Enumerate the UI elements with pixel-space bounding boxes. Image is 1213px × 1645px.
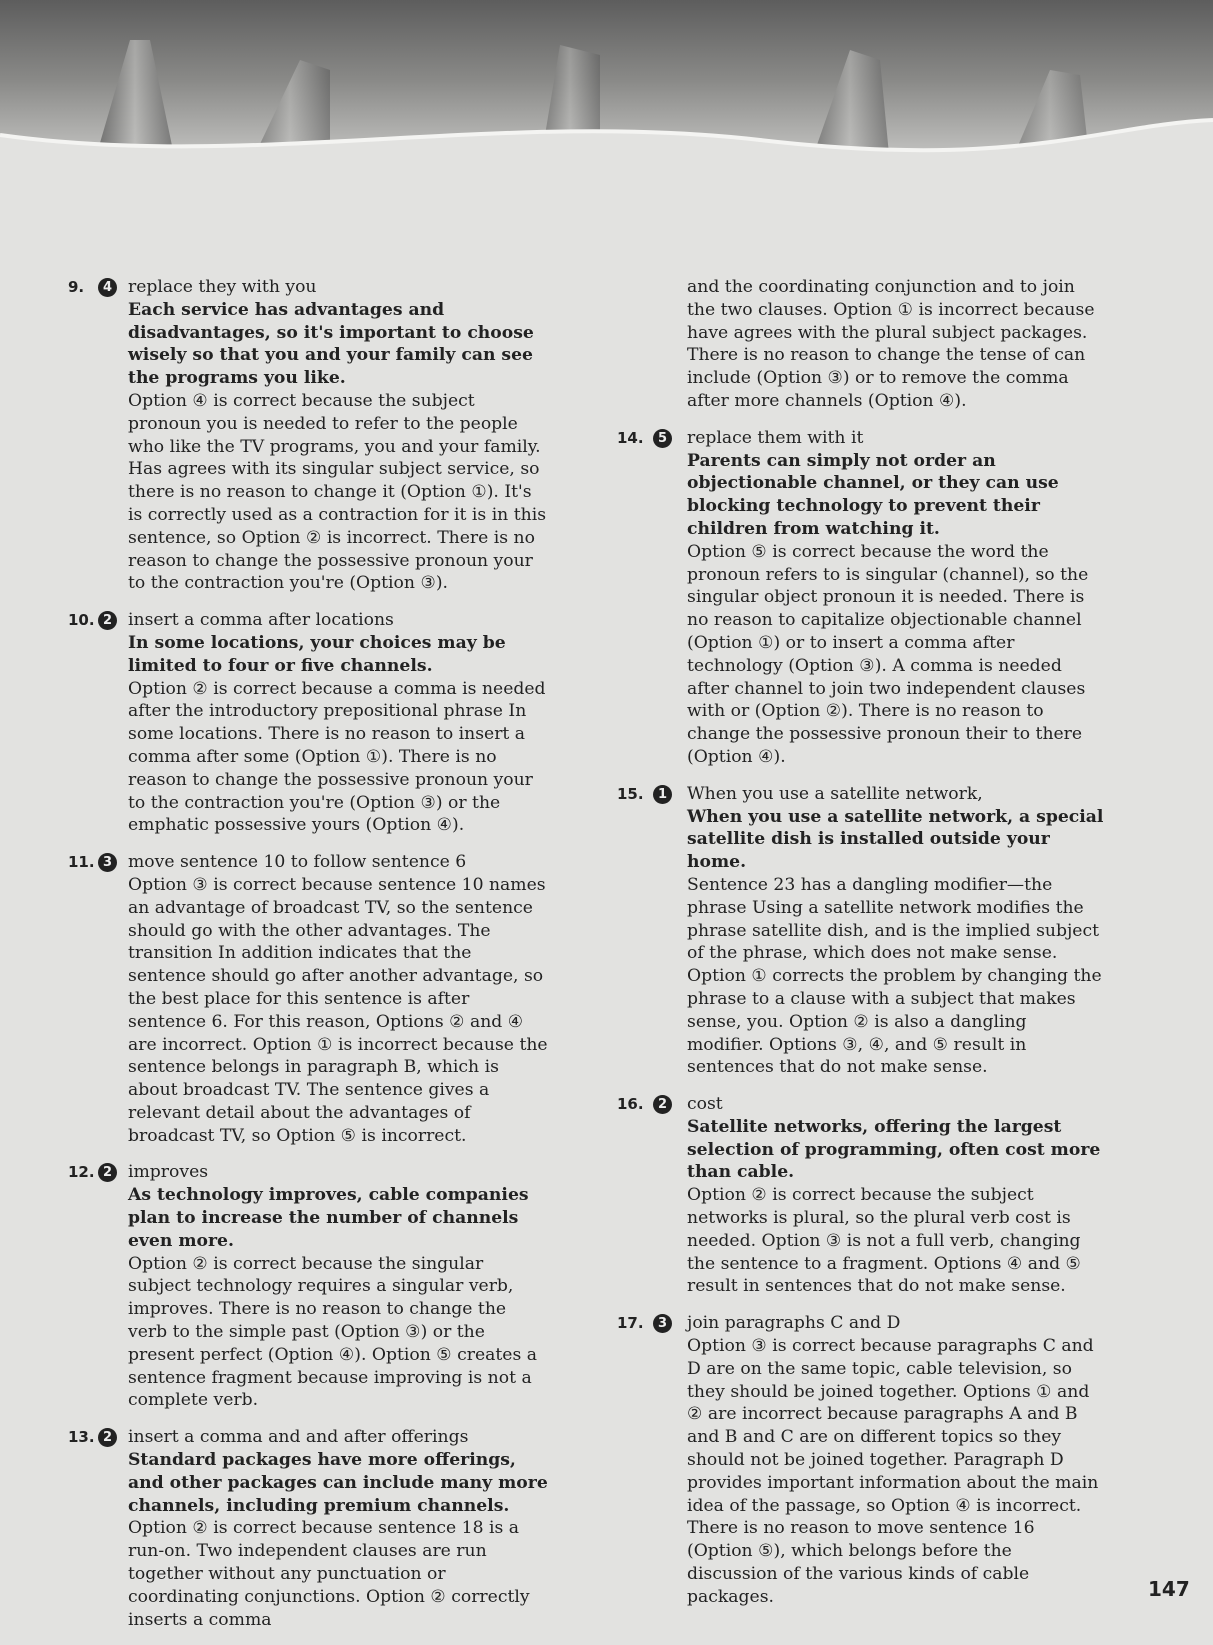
corrected-sentence: When you use a satellite network, a special satellite dish is installed outside your home. (687, 806, 1104, 873)
answer-circle: 4 (98, 278, 117, 297)
answer-circle: 3 (653, 1314, 672, 1333)
answer-action: move sentence 10 to follow sentence 6 (128, 852, 467, 873)
answer-item-10 (60, 609, 550, 837)
item-number: 16. (617, 1095, 644, 1114)
answer-item-15 (615, 783, 1105, 1079)
corrected-sentence: As technology improves, cable companies plan to increase the number of channels even more. (128, 1185, 529, 1251)
answer-item-12 (60, 1161, 550, 1412)
answer-action: improves (128, 1162, 209, 1183)
answer-explanation: Option ② is correct because sentence 18 is a run-on. Two independent clauses are run together without any punctuation or coordinating conjunctions. Option ② correctly inserts a comma (128, 1518, 530, 1630)
answer-circle: 2 (98, 1163, 117, 1182)
page-number: 147 (1148, 1577, 1190, 1601)
item-number: 11. (68, 853, 95, 872)
answer-circle: 5 (653, 429, 672, 448)
answer-item-14 (615, 427, 1105, 769)
item-number: 13. (68, 1428, 95, 1447)
answer-action: join paragraphs C and D (687, 1313, 901, 1334)
answer-explanation: Option ⑤ is correct because the word the pronoun refers to is singular (channel), so the singular object pronoun it is needed. There is no reason to capitalize objectionable channel (Option ①) or to insert a comma after technology (Option ③). A comma is needed after channel to join two independent clauses with or (Option ②). There is no reason to change the possessive pronoun their to there (Option ④). (687, 541, 1089, 767)
answer-explanation: Option ④ is correct because the subject pronoun you is needed to refer to the people who like the TV programs, you and your family. Has agrees with its singular subject service, so there is no reason to change it (Option ①). It's is correctly used as a contraction for it is in this sentence, so Option ② is incorrect. There is no reason to change the possessive pronoun your to the contraction you're (Option ③). (128, 390, 547, 594)
corrected-sentence: Satellite networks, offering the largest selection of programming, often cost more than cable. (687, 1116, 1101, 1183)
answer-circle: 3 (98, 853, 117, 872)
header-banner-image (0, 0, 1213, 180)
answer-explanation: Option ② is correct because a comma is needed after the introductory prepositional phrase In some locations. There is no reason to insert a comma after some (Option ①). There is no reason to change the possessive pronoun your to the contraction you're (Option ③) or the emphatic possessive yours (Option ④). (128, 678, 546, 836)
answer-circle: 2 (98, 611, 117, 630)
answer-item-17 (615, 1312, 1105, 1608)
answer-action: When you use a satellite network, (687, 783, 983, 804)
answer-action: replace they with you (128, 277, 317, 297)
answer-13-continuation: and the coordinating conjunction and to join the two clauses. Option ① is incorrect because have agrees with the plural subject packages. There is no reason to change the tense of can include (Option ③) or to remove the comma after more channels (Option ④). (687, 277, 1095, 411)
answer-action: insert a comma and and after offerings (128, 1427, 469, 1448)
answer-circle: 2 (653, 1095, 672, 1114)
item-number: 15. (617, 784, 644, 803)
answer-item-9 (60, 276, 550, 595)
item-number: 10. (68, 611, 95, 630)
answer-action: replace them with it (687, 427, 864, 448)
answer-column-right (615, 276, 1105, 1623)
answer-explanation: Sentence 23 has a dangling modifier—the phrase Using a satellite network modifies the phrase satellite dish, and is the implied subject of the phrase, which does not make sense. Option ① corrects the problem by changing the phrase to a clause with a subject that makes sense, you. Option ② is also a dangling modifier. Options ③, ④, and ⑤ result in sentences that do not make sense. (687, 874, 1102, 1078)
item-number: 9. (68, 278, 85, 296)
answer-column-left (60, 276, 550, 1645)
corrected-sentence: In some locations, your choices may be limited to four or five channels. (128, 632, 506, 676)
answer-explanation: Option ② is correct because the singular subject technology requires a singular verb, improves. There is no reason to change the verb to the simple past (Option ③) or the present perfect (Option ④). Option ⑤ creates a sentence fragment because improving is not a complete verb. (128, 1253, 537, 1411)
answer-item-13 (60, 1426, 550, 1631)
answer-explanation: Option ③ is correct because sentence 10 names an advantage of broadcast TV, so the sentence should go with the other advantages. The transition In addition indicates that the sentence should go after another advantage, so the best place for this sentence is after sentence 6. For this reason, Options ② and ④ are incorrect. Option ① is incorrect because the sentence belongs in paragraph B, which is about broadcast TV. The sentence gives a relevant detail about the advantages of broadcast TV, so Option ⑤ is incorrect. (128, 874, 548, 1146)
item-number: 17. (617, 1314, 644, 1333)
corrected-sentence: Parents can simply not order an objectionable channel, or they can use blocking technology to prevent their children from watching it. (687, 450, 1059, 539)
answer-circle: 2 (98, 1428, 117, 1447)
corrected-sentence: Standard packages have more offerings, and other packages can include many more channels, including premium channels. (128, 1450, 548, 1516)
answer-action: cost (687, 1094, 723, 1115)
item-number: 12. (68, 1163, 95, 1182)
answer-circle: 1 (653, 785, 672, 804)
corrected-sentence: Each service has advantages and disadvantages, so it's important to choose wisely so that you and your family can see the programs you like. (128, 299, 534, 389)
answer-item-11 (60, 851, 550, 1147)
item-number: 14. (617, 428, 644, 447)
answer-item-16 (615, 1093, 1105, 1298)
answer-action: insert a comma after locations (128, 610, 394, 631)
banner-graphic (0, 0, 1213, 180)
answer-explanation: Option ② is correct because the subject networks is plural, so the plural verb cost is needed. Option ③ is not a full verb, changing the sentence to a fragment. Options ④ and ⑤ result in sentences that do not make sense. (687, 1185, 1081, 1297)
answer-explanation: Option ③ is correct because paragraphs C and D are on the same topic, cable television, so they should be joined together. Options ① and ② are incorrect because paragraphs A and B and B and C are on different topics so they should not be joined together. Paragraph D provides important information about the main idea of the passage, so Option ④ is incorrect. There is no reason to move sentence 16 (Option ⑤), which belongs before the discussion of the various kinds of cable packages. (687, 1336, 1099, 1607)
